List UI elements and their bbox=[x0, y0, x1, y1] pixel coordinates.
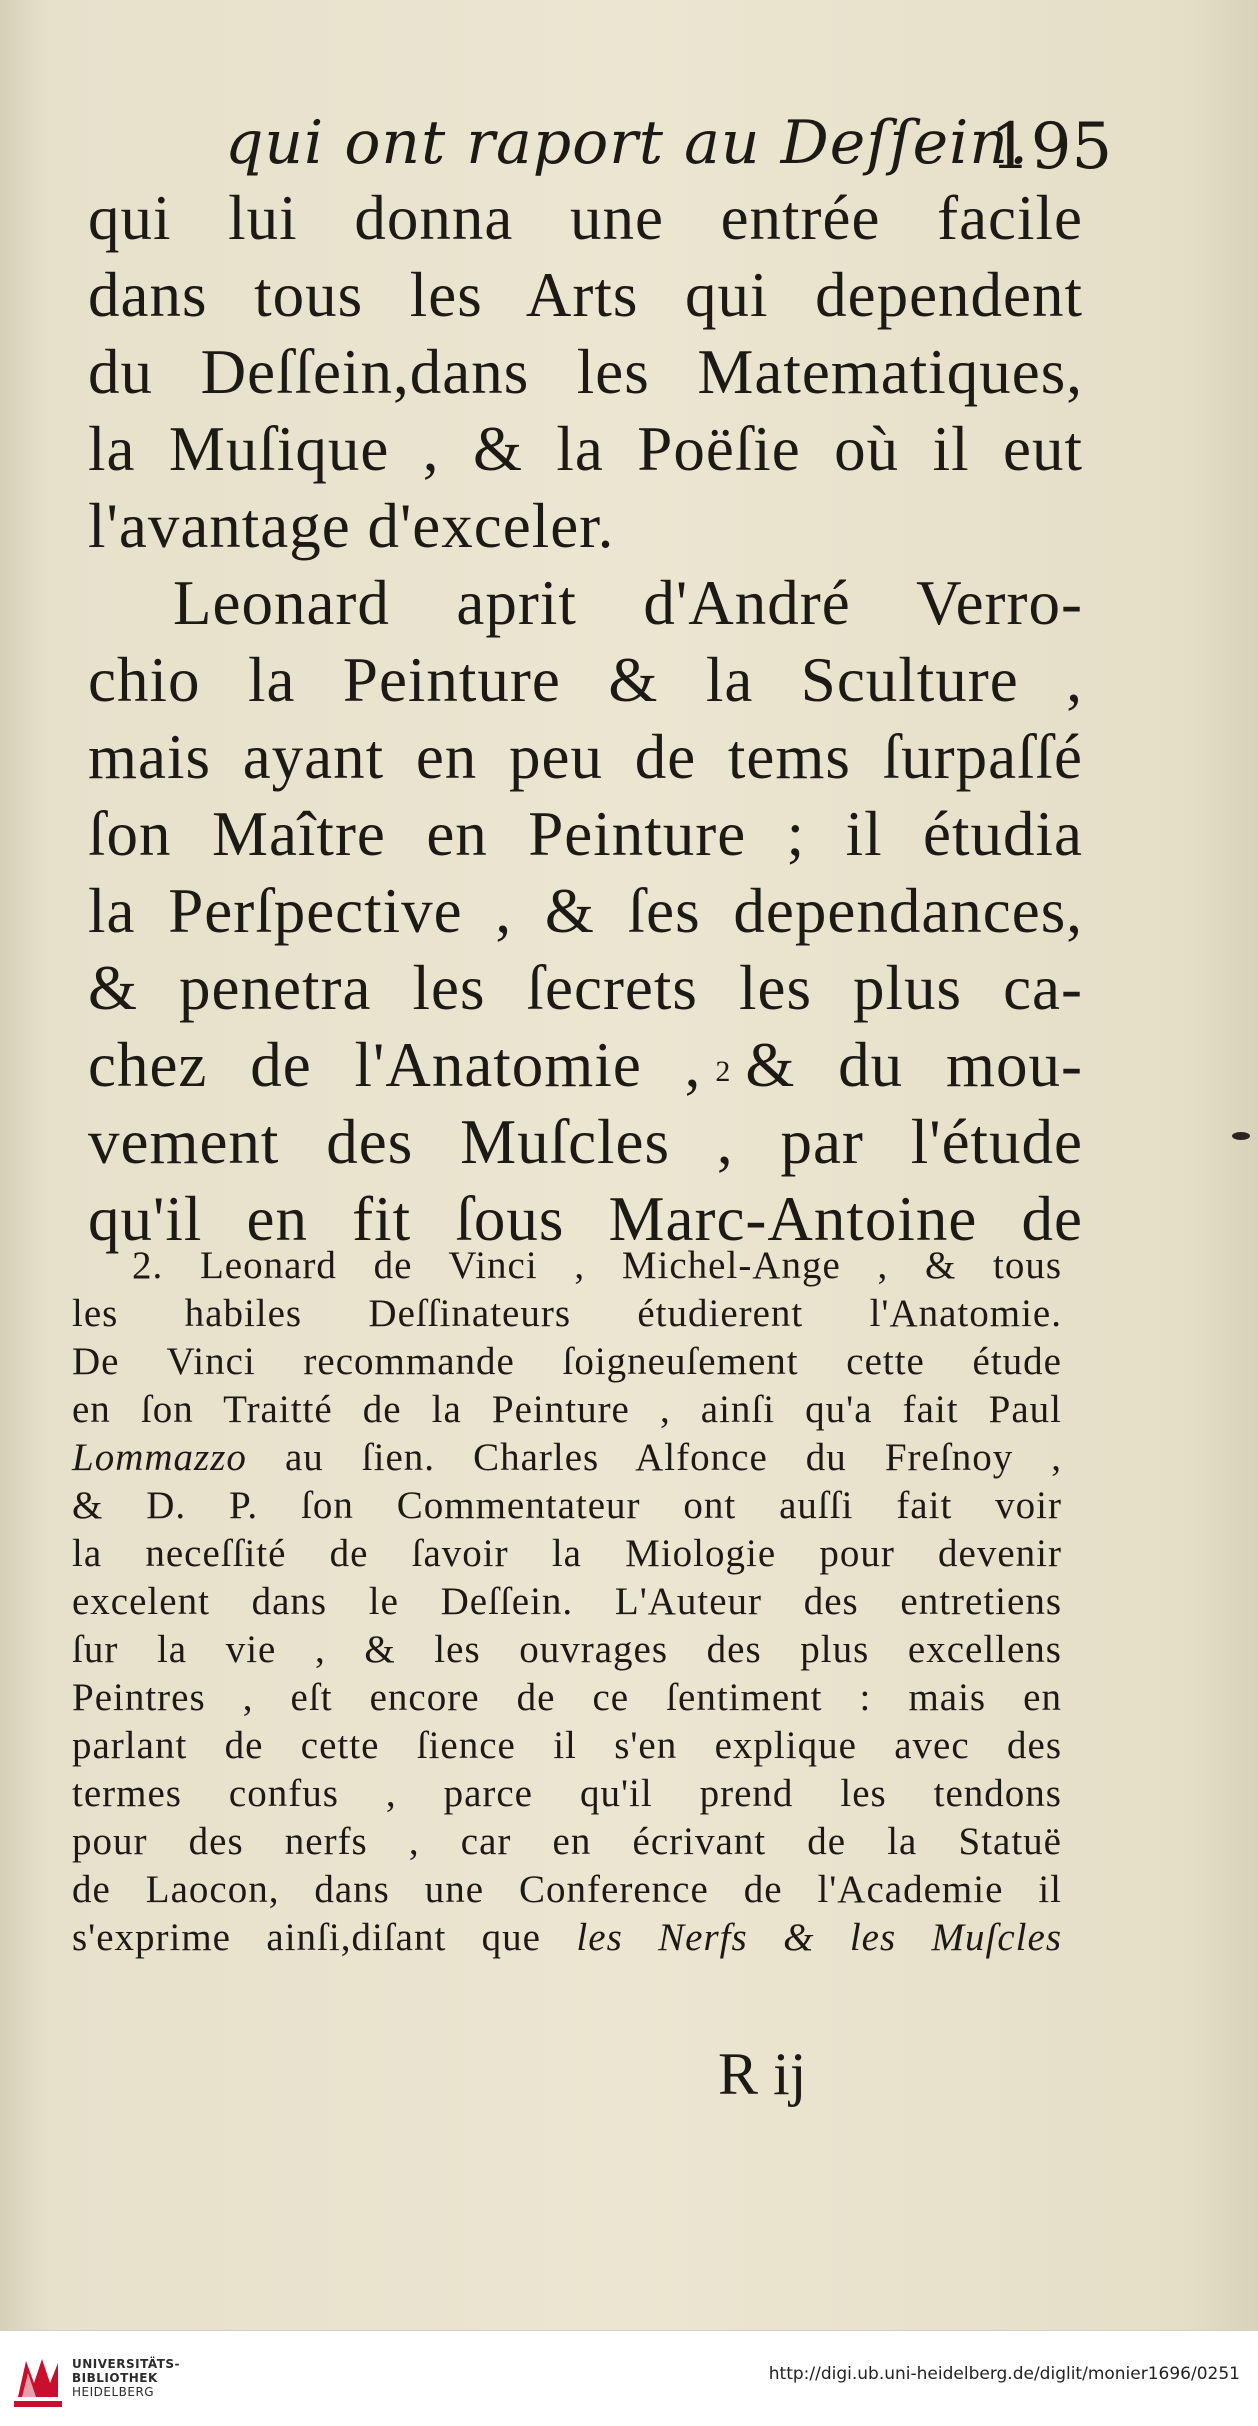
italic-name: Lommazzo bbox=[72, 1436, 247, 1479]
footnote-line bbox=[72, 1914, 1062, 1962]
text-line-with-note bbox=[88, 1027, 1083, 1104]
italic-quote: les Nerfs & les Muſcles bbox=[576, 1916, 1063, 1959]
viewer-footer bbox=[0, 2330, 1258, 2426]
footnote-line: ſur la vie , & les ouvrages des plus excellens bbox=[72, 1628, 1062, 1671]
running-head bbox=[225, 108, 1125, 188]
text-line: l'avantage d'exceler. bbox=[88, 491, 615, 561]
library-logo-text: UNIVERSITÄTS- BIBLIOTHEK HEIDELBERG bbox=[72, 2357, 181, 2399]
text-line: Leonard aprit d'André Verro- bbox=[173, 568, 1083, 638]
text-line: qui lui donna une entrée facile bbox=[88, 183, 1083, 253]
footnote bbox=[72, 1242, 1062, 1962]
text-line: mais ayant en peu de tems ſurpaſſé bbox=[88, 722, 1083, 792]
footnote-line: De Vinci recommande ſoigneuſement cette étude bbox=[72, 1340, 1062, 1383]
footnote-line: en ſon Traitté de la Peinture , ainſi qu'a fait Paul bbox=[72, 1388, 1062, 1431]
text-line: ſon Maître en Peinture ; il étudia bbox=[88, 799, 1083, 869]
text-line: dans tous les Arts qui dependent bbox=[88, 260, 1083, 330]
signature-mark: R ij bbox=[718, 2041, 807, 2107]
page-number: 195 bbox=[990, 110, 1113, 184]
footnote-line: la neceſſité de ſavoir la Miologie pour devenir bbox=[72, 1532, 1062, 1575]
footnote-line: & D. P. ſon Commentateur ont auſſi fait voir bbox=[72, 1484, 1062, 1527]
text-line: chio la Peinture & la Sculture , bbox=[88, 645, 1083, 715]
text-line: du Deſſein,dans les Matematiques, bbox=[88, 337, 1083, 407]
university-seal-icon bbox=[12, 2353, 64, 2409]
footnote-line: pour des nerfs , car en écrivant de la Statuë bbox=[72, 1820, 1062, 1863]
footnote-line: excelent dans le Deſſein. L'Auteur des entretiens bbox=[72, 1580, 1062, 1623]
main-text bbox=[88, 180, 1083, 1258]
text-fragment: s'exprime ainſi,diſant que bbox=[72, 1916, 541, 1959]
running-head-title: qui ont raport au Deſſein. bbox=[225, 108, 1030, 178]
footnote-line: parlant de cette ſience il s'en explique avec des bbox=[72, 1724, 1062, 1767]
footnote-marker: 2. bbox=[132, 1244, 164, 1287]
footnote-line bbox=[72, 1434, 1062, 1482]
text-line: vement des Muſcles , par l'étude bbox=[88, 1107, 1083, 1177]
text-line: qu'il en fit ſous Marc-Antoine de bbox=[88, 1184, 1083, 1254]
permalink[interactable]: http://digi.ub.uni-heidelberg.de/diglit/monier1696/0251 bbox=[768, 2364, 1240, 2384]
text-fragment: Leonard de Vinci , Michel-Ange , & tous bbox=[199, 1244, 1062, 1287]
text-line: & penetra les ſecrets les plus ca- bbox=[88, 953, 1083, 1023]
footnote-line: les habiles Deſſinateurs étudierent l'Anatomie. bbox=[72, 1292, 1062, 1335]
text-fragment: & du mou- bbox=[745, 1030, 1083, 1100]
footnote-line: Peintres , eſt encore de ce ſentiment : mais en bbox=[72, 1676, 1062, 1719]
page-edge-mark bbox=[1232, 1132, 1250, 1140]
footnote-line: de Laocon, dans une Conference de l'Academie il bbox=[72, 1868, 1062, 1911]
footnote-line: termes confus , parce qu'il prend les tendons bbox=[72, 1772, 1062, 1815]
footnote-line bbox=[72, 1242, 1062, 1290]
text-line: la Perſpective , & ſes dependances, bbox=[88, 876, 1083, 946]
text-fragment: chez de l'Anatomie , bbox=[88, 1030, 702, 1100]
footnote-reference: 2 bbox=[715, 1055, 732, 1088]
text-fragment: au ſien. Charles Alfonce du Freſnoy , bbox=[284, 1436, 1063, 1479]
text-line: la Muſique , & la Poëſie où il eut bbox=[88, 414, 1083, 484]
